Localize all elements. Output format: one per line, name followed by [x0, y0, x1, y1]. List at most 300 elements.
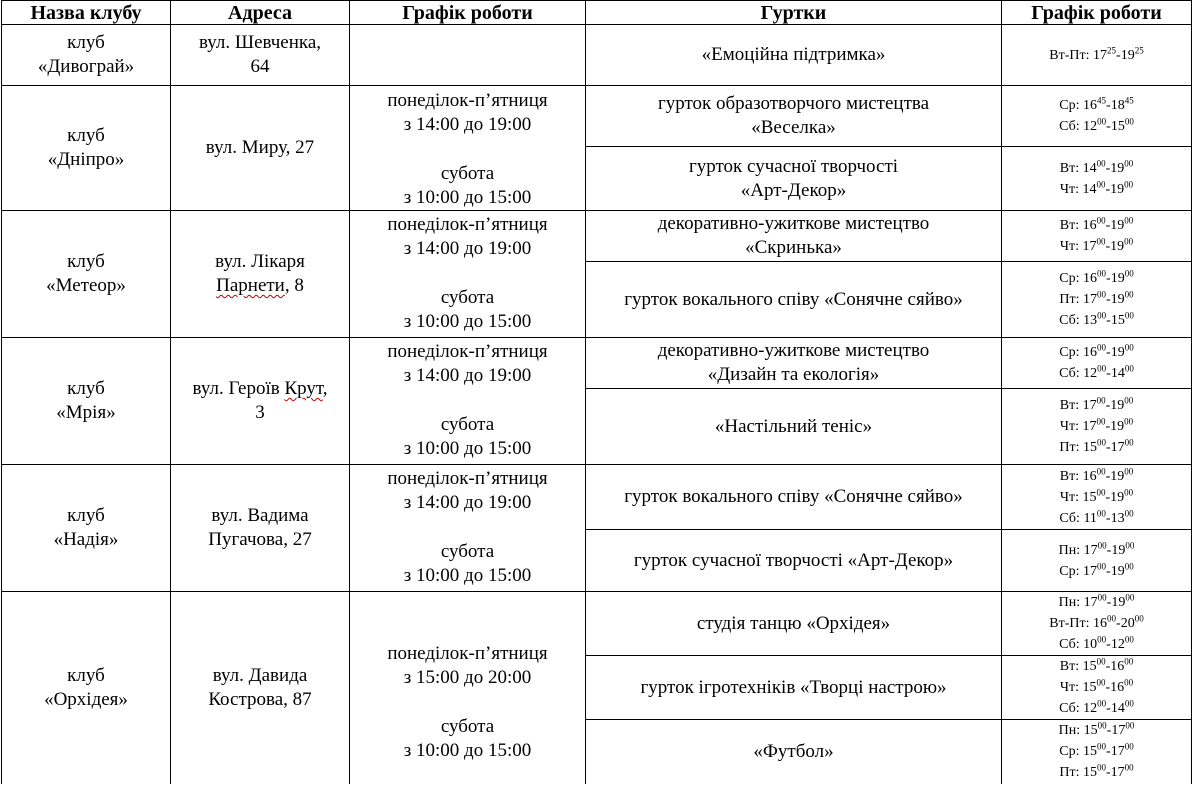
start-minutes: 00 [1096, 416, 1106, 427]
start-minutes: 00 [1096, 289, 1106, 300]
start-minutes: 00 [1097, 634, 1107, 645]
schedule-line [1002, 720, 1191, 741]
start-hour: 15 [1082, 680, 1097, 695]
circle-cell [586, 86, 1002, 147]
start-hour: 17 [1083, 563, 1098, 579]
schedule-line [1002, 540, 1191, 561]
schedule-dash: - [1105, 181, 1111, 197]
circle-name-line: «Настільний теніс» [714, 415, 873, 437]
weekdays-time: з 14:00 до 19:00 [403, 365, 532, 386]
end-hour: 19 [1110, 468, 1125, 484]
club-name-cell [2, 25, 171, 86]
schedule-days: Вт-Пт: [1049, 47, 1094, 63]
schedule-cell [1002, 592, 1192, 656]
end-minutes: 00 [1124, 762, 1134, 773]
hours-gap [350, 515, 585, 540]
weekdays-time: з 14:00 до 19:00 [403, 492, 532, 513]
start-minutes: 00 [1097, 720, 1107, 731]
schedule-days: Сб: [1059, 119, 1084, 135]
table-row [2, 86, 1192, 147]
weekdays-label: понеділок-п’ятниця [387, 341, 548, 362]
circle-cell [586, 720, 1002, 784]
end-minutes: 00 [1124, 741, 1134, 752]
circle-name-line: «Дизайн та екологія» [707, 364, 880, 385]
hours-cell [350, 592, 586, 784]
schedule-line [1002, 634, 1191, 655]
saturday-time: з 10:00 до 15:00 [403, 740, 532, 762]
schedule-dash: - [1106, 313, 1111, 328]
club-name-line: «Орхідея» [44, 688, 128, 710]
schedule-dash: - [1105, 489, 1111, 505]
end-hour: 17 [1110, 440, 1125, 455]
address-line: вул. Героїв Крут, [192, 378, 328, 399]
schedule-line [1002, 158, 1191, 179]
schedule-days: Чт: [1059, 419, 1083, 434]
table-row [2, 592, 1192, 656]
schedule-days: Сб: [1059, 366, 1084, 381]
schedule-dash: - [1105, 239, 1111, 254]
end-minutes: 00 [1124, 698, 1134, 709]
end-hour: 19 [1110, 563, 1125, 579]
end-hour: 19 [1110, 181, 1125, 197]
circle-name-line: «Емоційна підтримка» [701, 44, 886, 65]
start-minutes: 00 [1096, 395, 1106, 406]
end-minutes: 00 [1124, 310, 1134, 321]
start-minutes: 00 [1096, 236, 1106, 247]
address-line: 64 [250, 56, 270, 77]
schedule-dash: - [1105, 218, 1111, 233]
club-name-line: клуб [67, 505, 105, 526]
schedule-line [1002, 179, 1191, 200]
address-line: вул. Миру, 27 [205, 137, 315, 158]
start-hour: 15 [1083, 744, 1098, 760]
schedule-line [1002, 656, 1191, 677]
address-line: Парнети, 8 [216, 275, 304, 296]
start-minutes: 00 [1097, 560, 1107, 571]
table-row [2, 25, 1192, 86]
address-cell [171, 211, 350, 338]
end-minutes: 00 [1124, 656, 1134, 667]
schedule-line [1002, 613, 1191, 634]
hours-cell [350, 465, 586, 592]
start-hour: 17 [1082, 419, 1097, 434]
address-cell [171, 592, 350, 784]
saturday-label: субота [440, 287, 495, 308]
end-hour: 14 [1110, 366, 1125, 381]
schedule-days: Ср: [1059, 271, 1084, 286]
schedule-dash: - [1116, 616, 1121, 631]
start-minutes: 25 [1107, 44, 1117, 55]
schedule-days: Пт: [1059, 765, 1083, 781]
saturday-label: субота [440, 541, 495, 562]
club-name-line: клуб [67, 251, 105, 272]
schedule-line [1002, 289, 1191, 310]
schedule-days: Пн: [1058, 595, 1084, 610]
end-minutes: 00 [1125, 592, 1135, 603]
schedule-dash: - [1105, 398, 1111, 413]
start-minutes: 00 [1097, 698, 1107, 709]
schedule-line [1002, 762, 1191, 783]
schedule-days: Вт-Пт: [1049, 616, 1094, 631]
circle-name-line: декоративно-ужиткове мистецтво [657, 340, 930, 361]
schedule-dash: - [1105, 510, 1111, 526]
circle-name-line: декоративно-ужиткове мистецтво [657, 213, 930, 234]
schedule-dash: - [1116, 47, 1121, 63]
end-hour: 19 [1110, 489, 1125, 505]
end-minutes: 00 [1124, 289, 1134, 300]
end-hour: 19 [1110, 160, 1125, 176]
end-minutes: 00 [1124, 416, 1134, 427]
club-name-line: клуб [67, 125, 105, 146]
club-name-line: «Метеор» [46, 275, 126, 296]
start-hour: 16 [1082, 218, 1097, 233]
end-hour: 19 [1111, 595, 1126, 610]
address-cell [171, 338, 350, 465]
start-minutes: 00 [1097, 363, 1107, 374]
start-minutes: 00 [1096, 486, 1106, 497]
start-minutes: 00 [1096, 465, 1106, 476]
schedule-line [1002, 395, 1191, 416]
club-name-cell [2, 465, 171, 592]
start-hour: 17 [1083, 595, 1098, 610]
schedule-dash: - [1105, 440, 1111, 455]
end-hour: 19 [1110, 398, 1125, 413]
end-hour: 17 [1111, 723, 1126, 739]
schedule-days: Пн: [1058, 542, 1084, 558]
start-hour: 13 [1083, 313, 1098, 328]
schedule-cell [1002, 147, 1192, 211]
start-hour: 17 [1093, 47, 1108, 63]
clubs-body [2, 25, 1192, 784]
schedule-dash: - [1106, 345, 1111, 360]
schedule-days: Сб: [1059, 701, 1084, 716]
end-hour: 19 [1110, 239, 1125, 254]
address-line: 3 [255, 402, 265, 423]
schedule-cell [1002, 262, 1192, 338]
spellcheck-underline: Крут [284, 378, 323, 399]
spellcheck-underline: Парнети [216, 275, 285, 296]
end-hour: 14 [1110, 701, 1125, 716]
schedule-days: Вт: [1059, 398, 1083, 413]
circle-name-line: гурток сучасної творчості «Арт-Декор» [633, 549, 954, 571]
schedule-dash: - [1105, 468, 1111, 484]
hours-gap [350, 261, 585, 286]
schedule-line [1002, 592, 1191, 613]
hours-gap [350, 690, 585, 715]
end-minutes: 00 [1124, 268, 1134, 279]
end-hour: 15 [1110, 313, 1125, 328]
club-name-line: «Мрія» [56, 402, 116, 423]
end-minutes: 00 [1124, 179, 1134, 190]
schedule-days: Сб: [1059, 313, 1084, 328]
start-hour: 17 [1083, 542, 1098, 558]
hours-cell [350, 211, 586, 338]
circle-name-line: гурток ігротехніків «Творці настрою» [640, 676, 947, 698]
schedule-line [1002, 487, 1191, 508]
schedule-cell [1002, 389, 1192, 465]
start-hour: 16 [1083, 271, 1098, 286]
address-line: вул. Давида [212, 664, 308, 686]
end-minutes: 00 [1125, 720, 1135, 731]
clubs-table [1, 0, 1192, 784]
start-hour: 12 [1083, 119, 1098, 135]
start-minutes: 00 [1097, 741, 1107, 752]
schedule-days: Сб: [1059, 637, 1084, 652]
schedule-dash: - [1105, 680, 1111, 695]
schedule-line [1002, 236, 1191, 257]
header-hours: Графік роботи [350, 1, 586, 25]
end-minutes: 00 [1124, 465, 1134, 476]
start-minutes: 00 [1097, 539, 1107, 550]
schedule-days: Ср: [1059, 98, 1084, 114]
circle-name-line: «Веселка» [751, 117, 836, 139]
address-line: вул. Шевченка, [198, 32, 322, 53]
schedule-days: Вт: [1059, 218, 1083, 233]
saturday-time: з 10:00 до 15:00 [403, 187, 532, 208]
hours-gap [350, 137, 585, 162]
start-minutes: 00 [1096, 656, 1106, 667]
header-circles: Гуртки [586, 1, 1002, 25]
end-hour: 19 [1110, 271, 1125, 286]
header-schedule: Графік роботи [1002, 1, 1192, 25]
schedule-line [1002, 116, 1191, 137]
start-hour: 17 [1082, 398, 1097, 413]
club-name-line: «Дніпро» [47, 149, 125, 170]
table-row [2, 465, 1192, 530]
hours-cell [350, 25, 586, 86]
schedule-line [1002, 215, 1191, 236]
start-hour: 16 [1083, 98, 1098, 114]
schedule-line [1002, 268, 1191, 289]
schedule-days: Вт: [1059, 659, 1083, 674]
circle-cell [586, 465, 1002, 530]
start-minutes: 00 [1096, 179, 1106, 190]
schedule-line [1002, 310, 1191, 331]
schedule-cell [1002, 656, 1192, 720]
schedule-dash: - [1105, 765, 1111, 781]
start-hour: 12 [1083, 701, 1098, 716]
end-hour: 20 [1120, 616, 1135, 631]
end-minutes: 00 [1124, 395, 1134, 406]
start-minutes: 00 [1096, 215, 1106, 226]
club-name-cell [2, 86, 171, 211]
start-hour: 14 [1082, 160, 1097, 176]
schedule-line [1002, 363, 1191, 384]
schedule-cell [1002, 465, 1192, 530]
address-line: Кострова, 87 [208, 688, 312, 710]
start-minutes: 00 [1096, 437, 1106, 448]
club-name-cell [2, 592, 171, 784]
schedule-cell [1002, 720, 1192, 784]
end-minutes: 00 [1124, 236, 1134, 247]
end-minutes: 00 [1124, 342, 1134, 353]
circle-cell [586, 592, 1002, 656]
circle-cell [586, 530, 1002, 592]
start-hour: 15 [1082, 659, 1097, 674]
end-hour: 19 [1110, 345, 1125, 360]
schedule-dash: - [1106, 701, 1111, 716]
header-club: Назва клубу [2, 1, 171, 25]
schedule-days: Чт: [1059, 181, 1083, 197]
club-name-cell [2, 211, 171, 338]
schedule-dash: - [1106, 744, 1111, 760]
start-hour: 12 [1083, 366, 1098, 381]
schedule-line [1002, 561, 1191, 582]
end-minutes: 45 [1124, 95, 1134, 106]
schedule-days: Чт: [1059, 680, 1083, 695]
schedule-days: Ср: [1059, 345, 1084, 360]
circle-name-line: гурток сучасної творчості [688, 155, 899, 177]
schedule-dash: - [1105, 160, 1111, 176]
schedule-line [1002, 95, 1191, 116]
schedule-dash: - [1106, 98, 1111, 114]
start-minutes: 00 [1096, 158, 1106, 169]
schedule-line [1002, 45, 1191, 66]
end-hour: 19 [1110, 419, 1125, 434]
schedule-days: Вт: [1059, 468, 1083, 484]
end-hour: 19 [1110, 292, 1125, 307]
weekdays-time: з 14:00 до 19:00 [403, 114, 532, 135]
end-hour: 13 [1110, 510, 1125, 526]
start-minutes: 00 [1107, 613, 1117, 624]
schedule-days: Пн: [1058, 723, 1084, 739]
start-minutes: 00 [1097, 268, 1107, 279]
hours-cell [350, 86, 586, 211]
end-minutes: 25 [1134, 44, 1144, 55]
hours-gap [350, 388, 585, 413]
start-hour: 17 [1082, 239, 1097, 254]
weekdays-time: з 15:00 до 20:00 [403, 667, 532, 689]
schedule-days: Ср: [1059, 563, 1084, 579]
end-minutes: 00 [1134, 613, 1144, 624]
schedule-dash: - [1106, 542, 1112, 558]
schedule-line [1002, 342, 1191, 363]
weekdays-time: з 14:00 до 19:00 [403, 238, 532, 259]
schedule-dash: - [1106, 271, 1111, 286]
circle-cell [586, 25, 1002, 86]
circle-cell [586, 656, 1002, 720]
schedule-cell [1002, 211, 1192, 262]
schedule-days: Вт: [1059, 160, 1083, 176]
schedule-dash: - [1106, 723, 1112, 739]
weekdays-label: понеділок-п’ятниця [387, 468, 548, 489]
saturday-label: субота [440, 716, 495, 738]
saturday-time: з 10:00 до 15:00 [403, 311, 532, 332]
schedule-dash: - [1105, 419, 1111, 434]
schedule-cell [1002, 338, 1192, 389]
circle-cell [586, 262, 1002, 338]
start-hour: 16 [1093, 616, 1108, 631]
schedule-line [1002, 677, 1191, 698]
start-hour: 15 [1082, 489, 1097, 505]
end-hour: 18 [1110, 98, 1125, 114]
circle-name-line: гурток вокального співу «Сонячне сяйво» [624, 288, 963, 310]
circle-cell [586, 147, 1002, 211]
circle-name-line: «Арт-Декор» [740, 179, 847, 201]
end-hour: 12 [1110, 637, 1125, 652]
end-minutes: 00 [1124, 363, 1134, 374]
circle-name-line: студія танцю «Орхідея» [696, 612, 891, 634]
saturday-label: субота [440, 163, 495, 184]
address-cell [171, 465, 350, 592]
end-minutes: 00 [1124, 634, 1134, 645]
schedule-line [1002, 741, 1191, 762]
end-minutes: 00 [1125, 539, 1135, 550]
schedule-days: Чт: [1059, 489, 1083, 505]
club-name-line: клуб [67, 32, 105, 53]
schedule-days: Пт: [1059, 292, 1083, 307]
header-address: Адреса [171, 1, 350, 25]
end-hour: 16 [1110, 659, 1125, 674]
start-hour: 15 [1082, 765, 1097, 781]
end-hour: 16 [1110, 680, 1125, 695]
schedule-cell [1002, 25, 1192, 86]
end-hour: 15 [1110, 119, 1125, 135]
circle-name-line: «Футбол» [753, 740, 834, 762]
start-minutes: 45 [1097, 95, 1107, 106]
schedule-dash: - [1106, 637, 1111, 652]
club-name-line: клуб [67, 378, 105, 399]
end-hour: 19 [1111, 542, 1126, 558]
schedule-line [1002, 508, 1191, 529]
circle-name-line: «Скринька» [745, 237, 842, 258]
address-line: вул. Вадима [211, 505, 309, 526]
start-hour: 17 [1082, 292, 1097, 307]
hours-cell [350, 338, 586, 465]
schedule-dash: - [1105, 292, 1111, 307]
circle-name-line: гурток вокального співу «Сонячне сяйво» [624, 486, 963, 507]
circle-cell [586, 338, 1002, 389]
start-hour: 15 [1082, 440, 1097, 455]
address-cell [171, 25, 350, 86]
end-minutes: 00 [1124, 560, 1134, 571]
schedule-dash: - [1105, 659, 1111, 674]
address-line: Пугачова, 27 [208, 529, 312, 550]
weekdays-label: понеділок-п’ятниця [387, 643, 548, 665]
weekdays-label: понеділок-п’ятниця [387, 90, 548, 111]
start-minutes: 00 [1097, 342, 1107, 353]
circle-name-line: гурток образотворчого мистецтва [657, 93, 930, 115]
end-minutes: 00 [1124, 215, 1134, 226]
end-minutes: 00 [1124, 486, 1134, 497]
schedule-days: Сб: [1059, 510, 1084, 526]
table-row [2, 211, 1192, 262]
schedule-dash: - [1106, 595, 1112, 610]
saturday-time: з 10:00 до 15:00 [403, 438, 532, 459]
circle-cell [586, 211, 1002, 262]
end-hour: 17 [1110, 765, 1125, 781]
start-hour: 14 [1082, 181, 1097, 197]
start-minutes: 00 [1097, 310, 1107, 321]
end-minutes: 00 [1124, 116, 1134, 127]
schedule-dash: - [1106, 119, 1111, 135]
schedule-dash: - [1106, 366, 1111, 381]
schedule-dash: - [1106, 563, 1111, 579]
schedule-cell [1002, 530, 1192, 592]
club-name-line: «Дивограй» [37, 56, 135, 77]
weekdays-label: понеділок-п’ятниця [387, 214, 548, 235]
schedule-days: Чт: [1059, 239, 1083, 254]
club-name-cell [2, 338, 171, 465]
start-hour: 11 [1083, 510, 1097, 526]
table-row [2, 338, 1192, 389]
schedule-line [1002, 698, 1191, 719]
club-name-line: «Надія» [53, 529, 119, 550]
start-minutes: 00 [1097, 592, 1107, 603]
address-line: вул. Лікаря [215, 251, 305, 272]
start-minutes: 00 [1097, 116, 1107, 127]
end-hour: 19 [1110, 218, 1125, 233]
